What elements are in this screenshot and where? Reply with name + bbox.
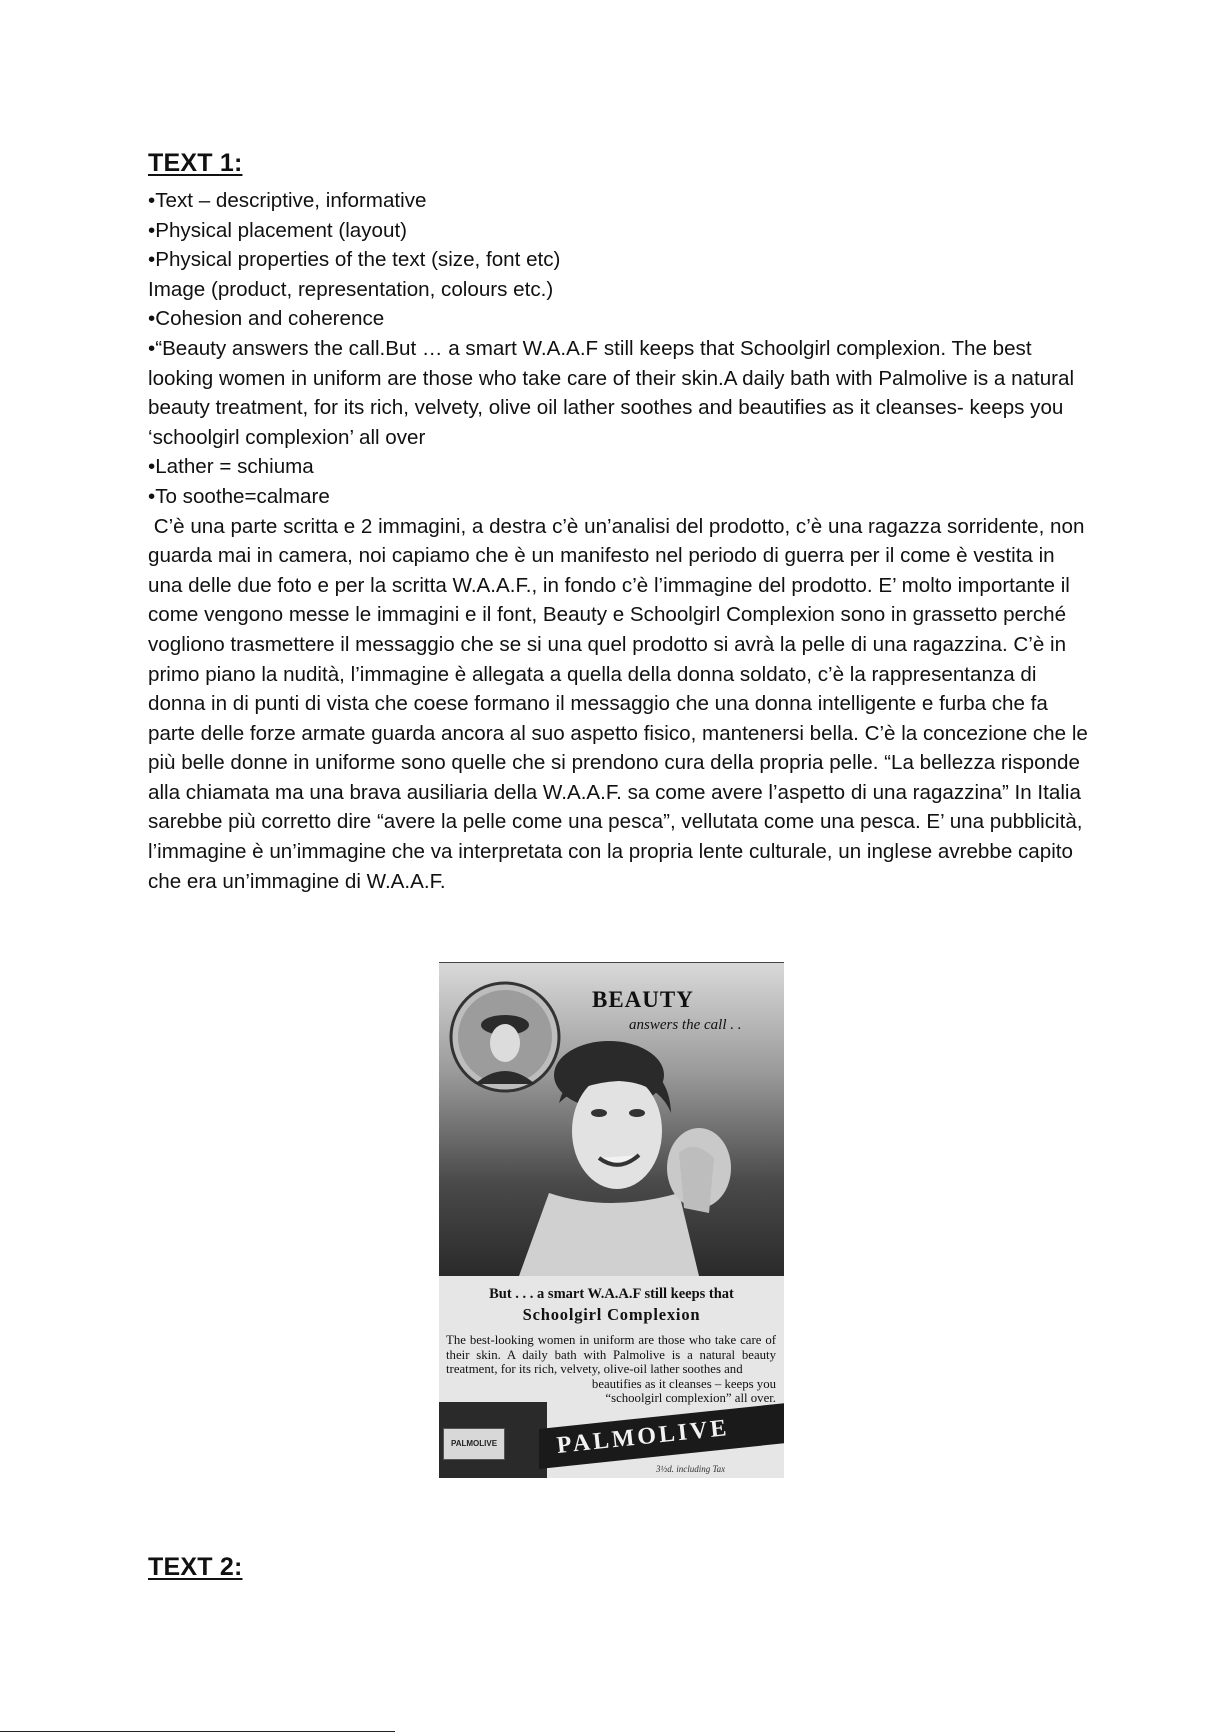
advert-photo	[439, 963, 784, 1276]
advert-headline: But . . . a smart W.A.A.F still keeps that	[489, 1286, 734, 1302]
brand-name: PALMOLIVE	[555, 1414, 731, 1459]
footer-divider	[0, 1731, 395, 1732]
advert-title: BEAUTY	[592, 987, 694, 1012]
advert-body-part-2: beautifies as it cleanses – keeps you “schoolgirl complexion” all over.	[591, 1376, 776, 1405]
heading-text-1: TEXT 1:	[148, 149, 243, 177]
note-line: •Cohesion and coherence	[148, 307, 385, 331]
advert-body-copy	[446, 1333, 776, 1406]
note-line: •Physical placement (layout)	[148, 218, 408, 242]
vocabulary-line: •Lather = schiuma	[148, 455, 314, 479]
vocabulary-line: •To soothe=calmare	[148, 484, 330, 508]
note-line: •Physical properties of the text (size, font etc)	[148, 248, 561, 272]
italian-analysis-paragraph: C’è una parte scritta e 2 immagini, a destra c’è un’analisi del prodotto, c’è una ragazza sorridente, non guarda mai in camera, noi capiamo che è un manifesto nel periodo di guerra per il come è vestita in una delle due foto e per la scritta W.A.A.F., in fondo c’è l’immagine del prodotto. E’ molto importante il come vengono messe le immagini e il font, Beauty e Schoolgirl Complexion sono in grassetto perché vogliono trasmettere il messaggio che se si una quel prodotto si avrà la pelle di una ragazzina. C’è in primo piano la nudità, l’immagine è allegata a quella della donna soldato, c’è la rappresentanza di donna in di punti di vista che coese formano il messaggio che una donna intelligente e furba che fa parte delle forze armate guarda ancora al suo aspetto fisico, mantenersi bella. C’è la concezione che le più belle donne in uniforme sono quelle che si prendono cura della propria pelle. “La bellezza risponde alla chiamata ma una brava ausiliaria della W.A.A.F. sa come avere l’aspetto di una ragazzina” In Italia sarebbe più corretto dire “avere la pelle come una pesca”, vellutata come una pesca. E’ una pubblicità, l’immagine è un’immagine che va interpretata con la propria lente culturale, un inglese avrebbe capito che era un’immagine di W.A.A.F.	[148, 514, 1094, 893]
heading-text-2: TEXT 2:	[148, 1553, 243, 1581]
advert-tagline: answers the call . .	[629, 1017, 742, 1033]
soap-bar-label: PALMOLIVE	[443, 1428, 505, 1460]
soap-bar-image	[439, 1402, 547, 1478]
note-line: Image (product, representation, colours etc.)	[148, 277, 554, 301]
advert-body-part-1: The best-looking women in uniform are those who take care of their skin. A daily bath with Palmolive is a natural beauty treatment, for its rich, velvety, olive-oil lather soothes and	[446, 1333, 776, 1376]
price-note: 3½d. including Tax	[656, 1464, 726, 1474]
note-line: •Text – descriptive, informative	[148, 189, 427, 212]
quoted-advert-text: •“Beauty answers the call.But … a smart W.A.A.F still keeps that Schoolgirl complexion. The best looking women in uniform are those who take care of their skin.A daily bath with Palmolive is a natural beauty treatment, for its rich, velvety, olive oil lather soothes and beautifies as it cleanses- keeps you ‘schoolgirl complexion’ all over	[148, 336, 1075, 449]
notes-body	[148, 186, 1094, 896]
palmolive-advert-image	[439, 962, 784, 1478]
advert-subheadline: Schoolgirl Complexion	[522, 1305, 701, 1324]
